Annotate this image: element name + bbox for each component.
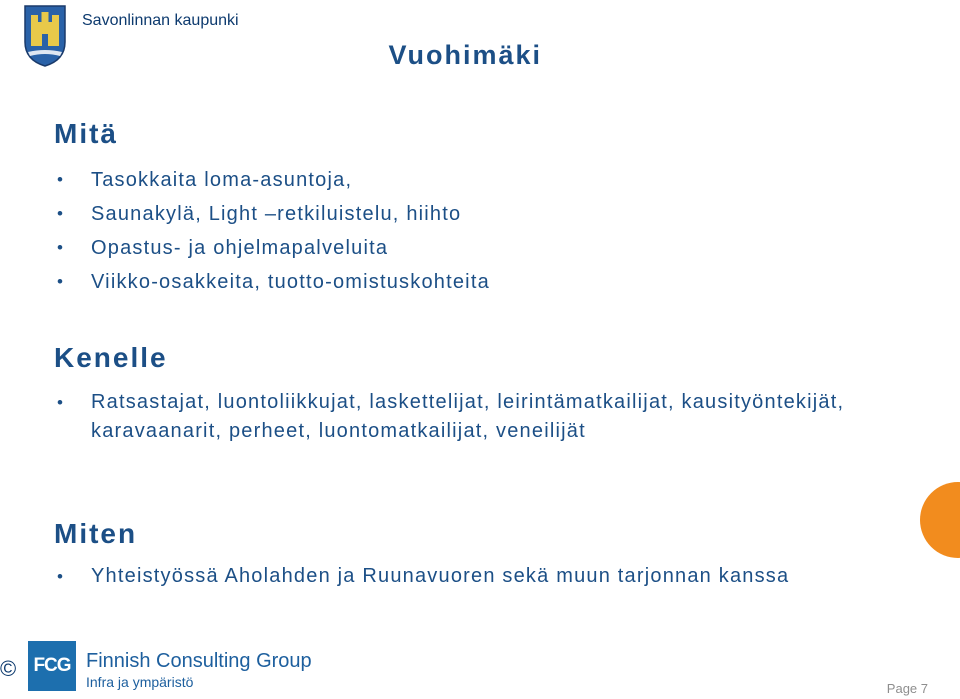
- mita-bullet-list: [54, 163, 490, 299]
- orange-decorative-disc: [920, 482, 960, 558]
- copyright-symbol: ©: [0, 656, 17, 681]
- fcg-logo: [28, 641, 76, 691]
- list-item: • Yhteistyössä Aholahden ja Ruunavuoren sekä muun tarjonnan kanssa: [54, 562, 881, 591]
- list-item: • Viikko-osakkeita, tuotto-omistuskohteita: [54, 265, 490, 299]
- list-item: • Saunakylä, Light –retkiluistelu, hiihto: [54, 197, 490, 231]
- list-item: • Opastus- ja ohjelmapalveluita: [54, 231, 490, 265]
- kenelle-bullet-list: [54, 388, 851, 446]
- company-name: Finnish Consulting Group: [86, 650, 312, 672]
- page-number: Page 7: [886, 681, 928, 696]
- miten-bullet-list: [54, 562, 881, 591]
- section-heading-mita: Mitä: [54, 118, 118, 149]
- list-item: • Tasokkaita loma-asuntoja,: [54, 163, 490, 197]
- organization-name: Savonlinnan kaupunki: [82, 12, 239, 29]
- company-subline: Infra ja ympäristö: [86, 674, 194, 690]
- fcg-logo-text: FCG: [33, 655, 71, 676]
- list-item: • Ratsastajat, luontoliikkujat, laskettelijat, leirintämatkailijat, kausityöntekijät, karavaanarit, perheet, luontomatkailijat, veneilijät: [54, 388, 851, 446]
- section-heading-miten: Miten: [54, 518, 138, 549]
- section-heading-kenelle: Kenelle: [54, 342, 168, 373]
- castle-crest-icon: [22, 2, 68, 68]
- slide-title: Vuohimäki: [388, 40, 542, 70]
